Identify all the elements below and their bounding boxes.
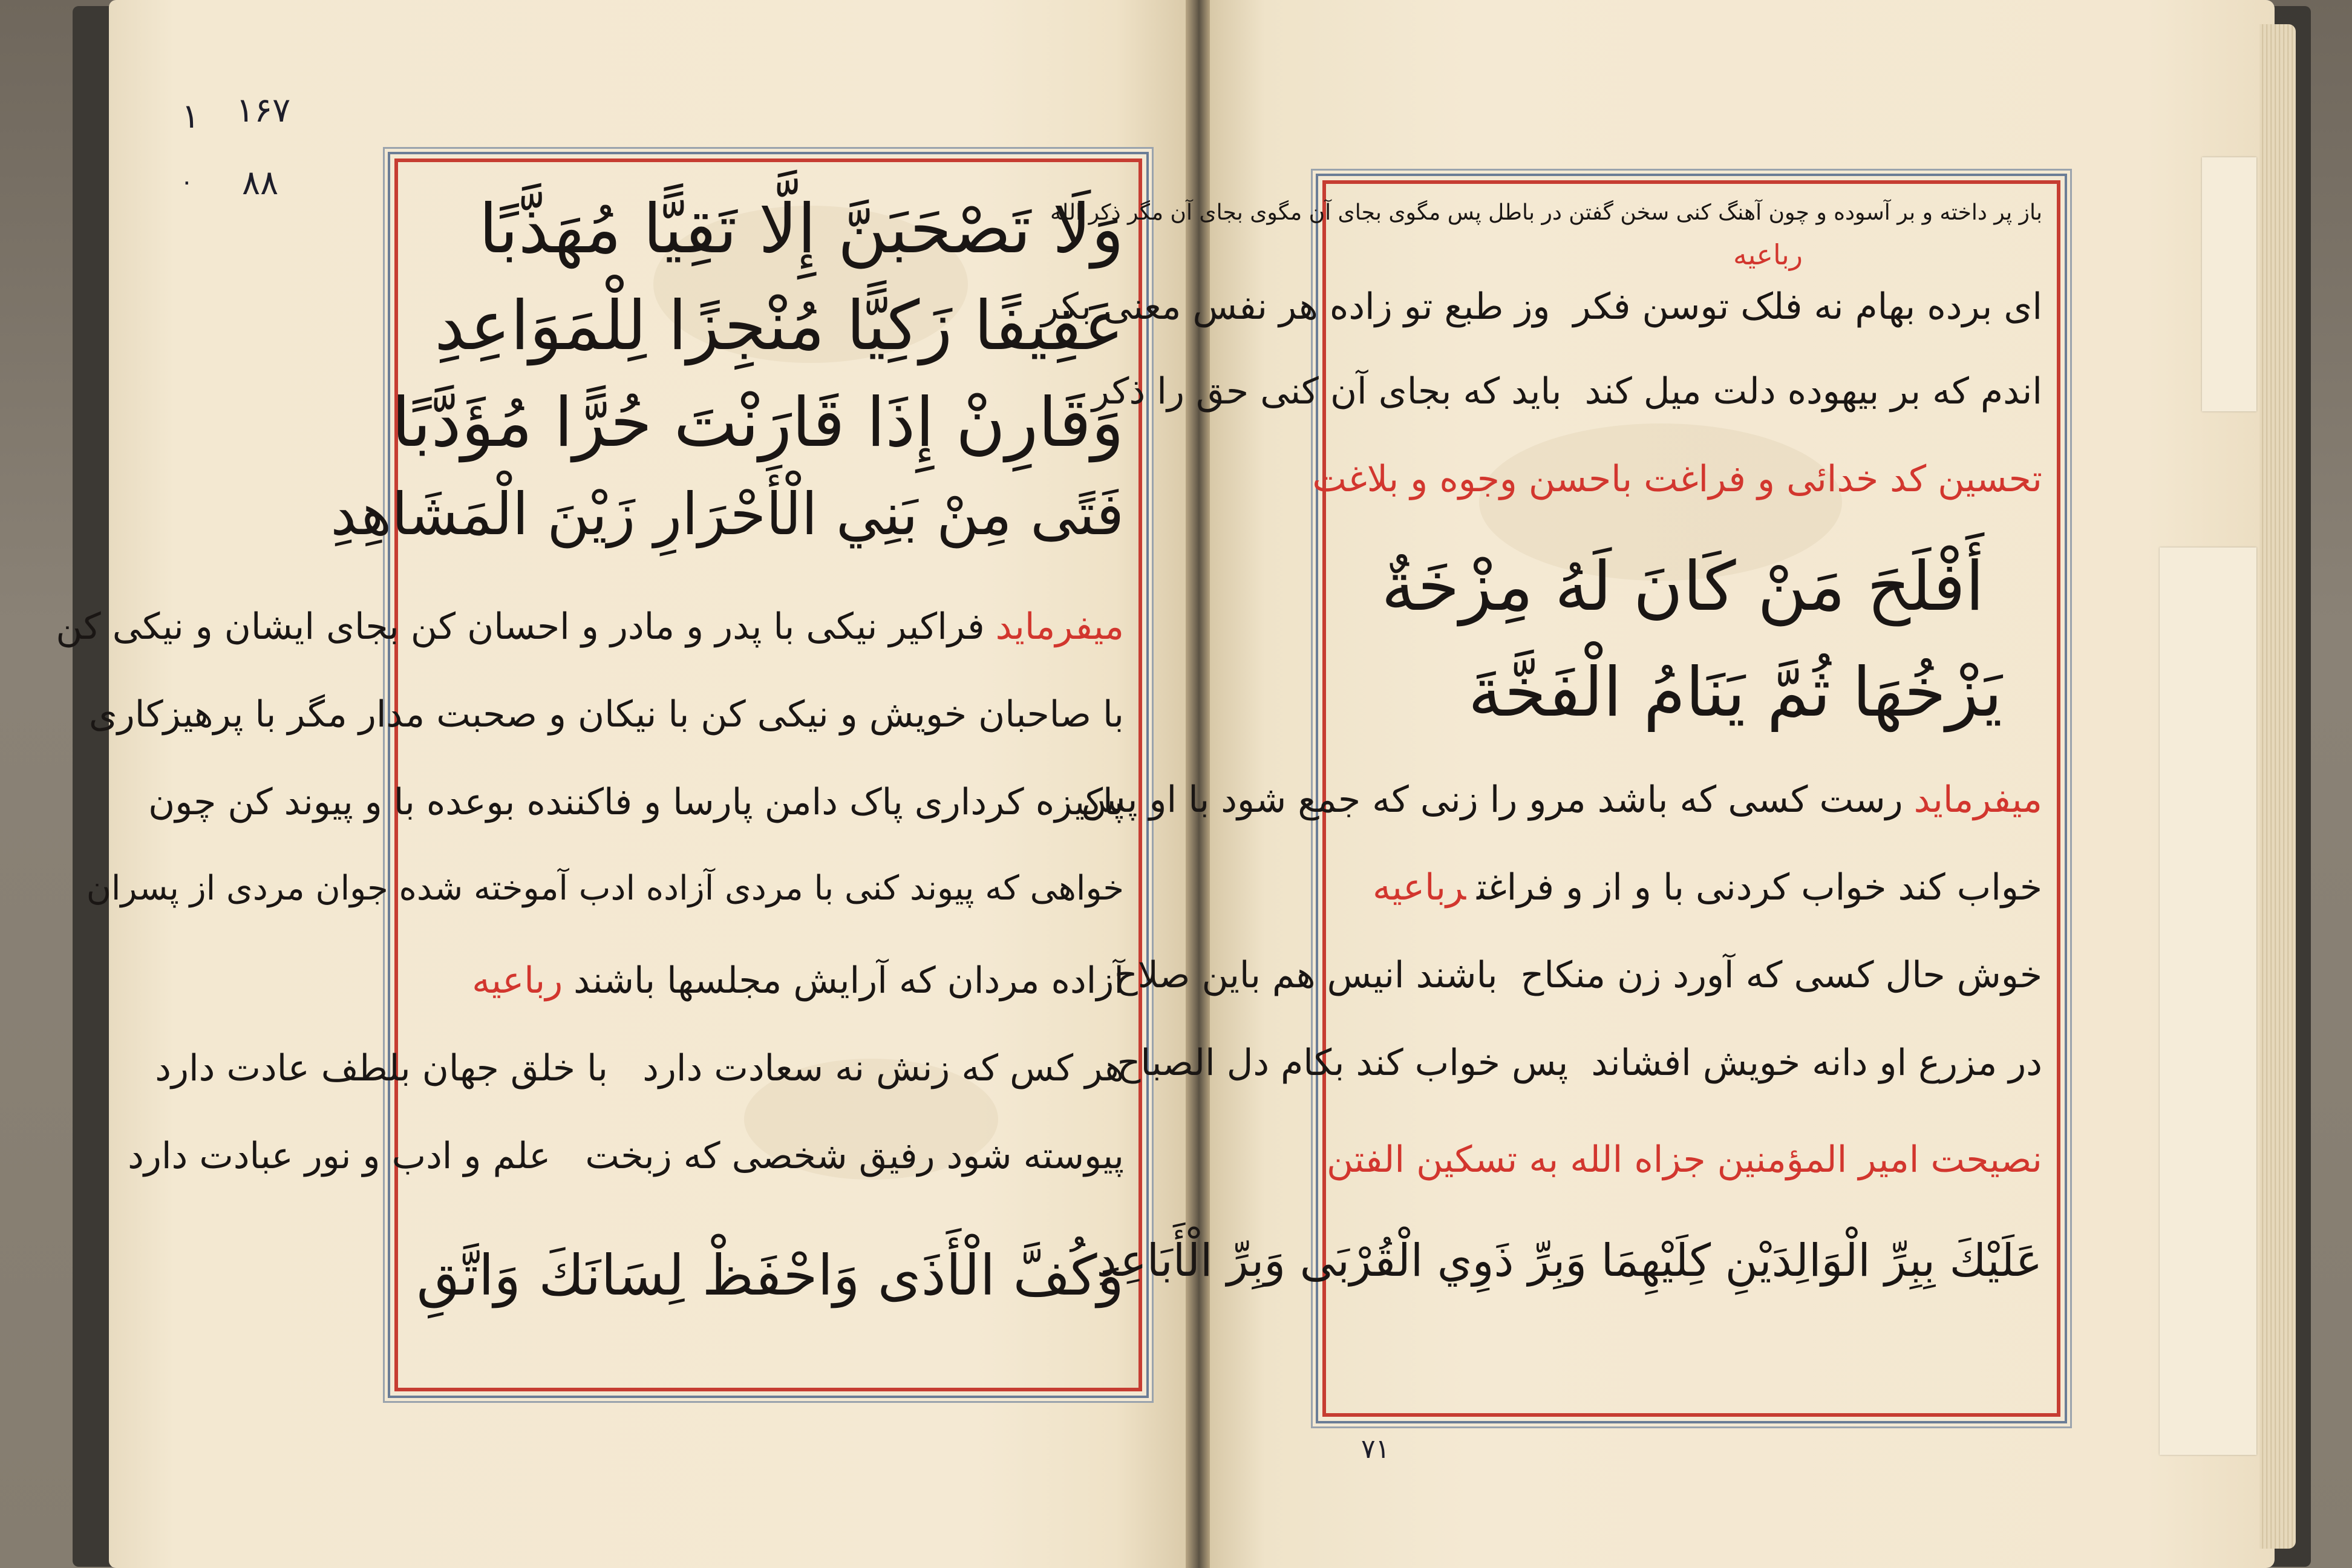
text-span: در مزرع او دانه خویش افشاند [1591, 1042, 2042, 1084]
text-line: أَفْلَحَ مَنْ كَانَ لَهُ مِزْخَةٌ [1381, 547, 1984, 626]
text-span: باشند انیس هم باین صلاح [1114, 954, 1498, 996]
text-span: علم و ادب و نور عبادت دارد [128, 1135, 551, 1177]
text-line: وَقَارِنْ إِذَا قَارَنْتَ حُرًّا مُؤَدَّبًا [391, 384, 1124, 462]
text-line: وَلَا تَصْحَبَنَّ إِلَّا تَقِيًّا مُهَذَّبًا [479, 190, 1124, 269]
text-line: باز پر داخته و بر آسوده و چون آهنگ کنی سخن گفتن در باطل پس مگوی بجای آن مگوی بجای آن مگر ذکر الله [1050, 200, 2042, 225]
text-line [1373, 867, 2042, 907]
folio-number-bottom: ۸۸ [242, 163, 279, 203]
right-text-frame [1041, 180, 2060, 1417]
text-span: هر کس که زنش نه سعادت دارد [642, 1047, 1124, 1089]
text-line: با صاحبان خویش و نیکی کن با نیکان و صحبت مدار مگر با پرهیزکاری [88, 693, 1124, 736]
folio-number-top: ۱۶۷ [236, 91, 291, 130]
text-span: خواب کند خواب کردنی با و از و فراغت [1477, 866, 2042, 909]
text-line [1041, 287, 2042, 327]
text-span: وز طبع تو زاده هر نفس معنی بکر [1041, 286, 1550, 328]
text-span: آزاده مردان که آرایش مجلسها باشند [573, 959, 1124, 1002]
folio-mark: ۰ [180, 168, 194, 196]
text-span: فراکیر نیکی با پدر و مادر و احسان کن بجای ایشان و نیکی کن [56, 606, 985, 648]
page-edges [2259, 24, 2296, 1549]
rubric-label: رباعیه [1372, 866, 1466, 909]
folio-mark: ۱ [181, 97, 200, 136]
text-line: عَفِيفًا زَكِيًّا مُنْجِزًا لِلْمَوَاعِدِ [434, 287, 1124, 365]
text-line: يَزْخُهَا ثُمَّ يَنَامُ الْفَخَّةَ [1468, 653, 2002, 732]
text-line: خواهی که پیوند کنی با مردی آزاده ادب آموخته شده جوان مردی از پسران [86, 869, 1124, 908]
text-span: پس خواب کند بکام دل الصباح [1117, 1042, 1569, 1084]
text-line [472, 961, 1124, 1001]
page-foot-number: ۷۱ [1361, 1434, 1390, 1465]
section-heading: نصیحت امیر المؤمنین جزاه الله به تسکین الفتن [1326, 1138, 2042, 1181]
text-line: وَكُفَّ الْأَذَى وَاحْفَظْ لِسَانَكَ وَاتَّقِ [416, 1243, 1124, 1308]
text-span: اندم که بر بیهوده دلت میل کند [1584, 370, 2042, 413]
text-line: پاکیزه کرداری پاک دامن پارسا و فاکننده بوعده با و پیوند کن چون [148, 781, 1124, 823]
text-line: عَلَيْكَ بِبِرِّ الْوَالِدَيْنِ كِلَيْهِمَا وَبِرِّ ذَوِي الْقُرْبَى وَبِرِّ الْأَبَاعِدِ [1096, 1235, 2042, 1287]
text-span: پیوسته شود رفیق شخصی که زبخت [585, 1135, 1124, 1177]
rubric-label: میفرماید [995, 606, 1124, 648]
text-span: با خلق جهان بلطف عادت دارد [155, 1047, 608, 1089]
text-line [155, 1048, 1124, 1088]
text-span: باید که بجای آن کنی حق را ذکر [1091, 370, 1562, 413]
section-heading: تحسین کد خدائی و فراغت باحسن وجوه و بلاغت [1312, 458, 2042, 500]
rubric-label: رباعیه [1733, 238, 1803, 271]
text-line: فَتًى مِنْ بَنِي الْأَحْرَارِ زَيْنَ الْمَشَاهِدِ [330, 480, 1124, 548]
inserted-paper-slip [2160, 547, 2256, 1455]
rubric-label: رباعیه [472, 959, 563, 1002]
text-line [128, 1136, 1124, 1176]
text-line [56, 607, 1124, 647]
text-span: خوش حال کسی که آورد زن منکاح [1520, 954, 2042, 996]
text-line [1114, 955, 2042, 995]
text-span: ای برده بهام نه فلک توسن فکر [1573, 286, 2042, 328]
rubric-label: میفرماید [1913, 779, 2042, 821]
text-span: رست کسی که باشد مرو را زنی که جمع شود با او پس [1081, 779, 1903, 821]
text-line [1117, 1043, 2042, 1083]
inserted-paper-slip [2202, 157, 2256, 411]
text-line [1092, 371, 2042, 411]
text-line [1081, 780, 2042, 820]
